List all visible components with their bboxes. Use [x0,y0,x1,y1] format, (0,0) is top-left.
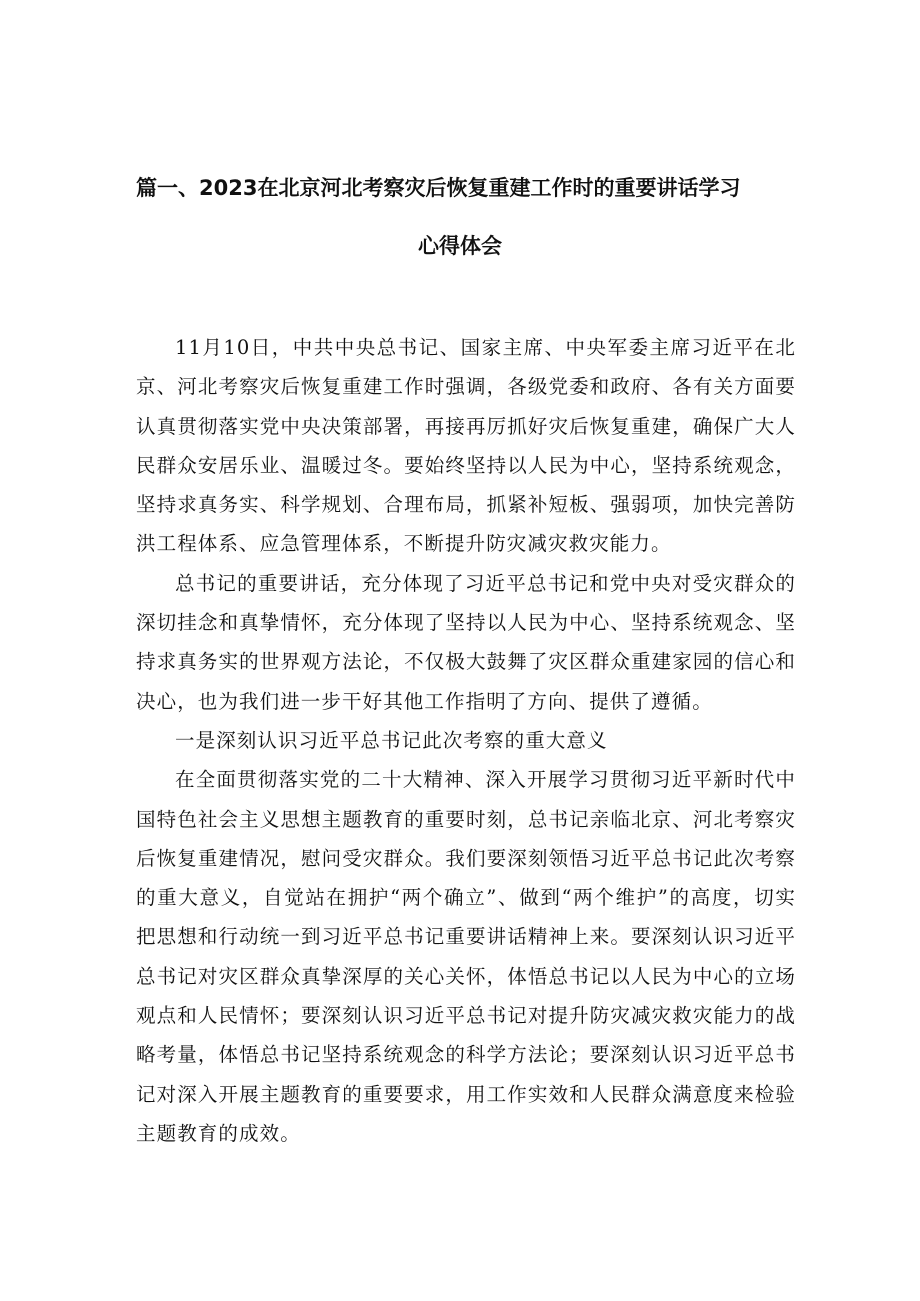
section-heading: 一是深刻认识习近平总书记此次考察的重大意义 [175,728,608,752]
document-title: 篇一、2023在北京河北考察灾后恢复重建工作时的重要讲话学习 [136,176,741,200]
paragraph-2: 总书记的重要讲话，充分体现了习近平总书记和党中央对受灾群众的深切挂念和真挚情怀，充分体现了坚持以人民为中心、坚持系统观念、坚持求真务实的世界观方法论，不仅极大鼓舞了灾区群众重建家园的信心和决心，也为我们进一步干好其他工作指明了方向、提供了遵循。 [136,571,796,713]
paragraph-3: 在全面贯彻落实党的二十大精神、深入开展学习贯彻习近平新时代中国特色社会主义思想主题教育的重要时刻，总书记亲临北京、河北考察灾后恢复重建情况，慰问受灾群众。我们要深刻领悟习近平总书记此次考察的重大意义，自觉站在拥护“两个确立”、做到“两个维护”的高度，切实把思想和行动统一到习近平总书记重要讲话精神上来。要深刻认识习近平总书记对灾区群众真挚深厚的关心关怀，体悟总书记以人民为中心的立场观点和人民情怀；要深刻认识习近平总书记对提升防灾减灾救灾能力的战略考量，体悟总书记坚持系统观念的科学方法论；要深刻认识习近平总书记对深入开展主题教育的重要要求，用工作实效和人民群众满意度来检验主题教育的成效。 [136,768,796,1145]
document-body [136,328,796,1153]
document-title-continued: 心得体会 [418,234,502,258]
paragraph-1: 11月10日，中共中央总书记、国家主席、中央军委主席习近平在北京、河北考察灾后恢复重建工作时强调，各级党委和政府、各有关方面要认真贯彻落实党中央决策部署，再接再厉抓好灾后恢复重建，确保广大人民群众安居乐业、温暖过冬。要始终坚持以人民为中心，坚持系统观念，坚持求真务实、科学规划、合理布局，抓紧补短板、强弱项，加快完善防洪工程体系、应急管理体系，不断提升防灾减灾救灾能力。 [136,336,796,556]
